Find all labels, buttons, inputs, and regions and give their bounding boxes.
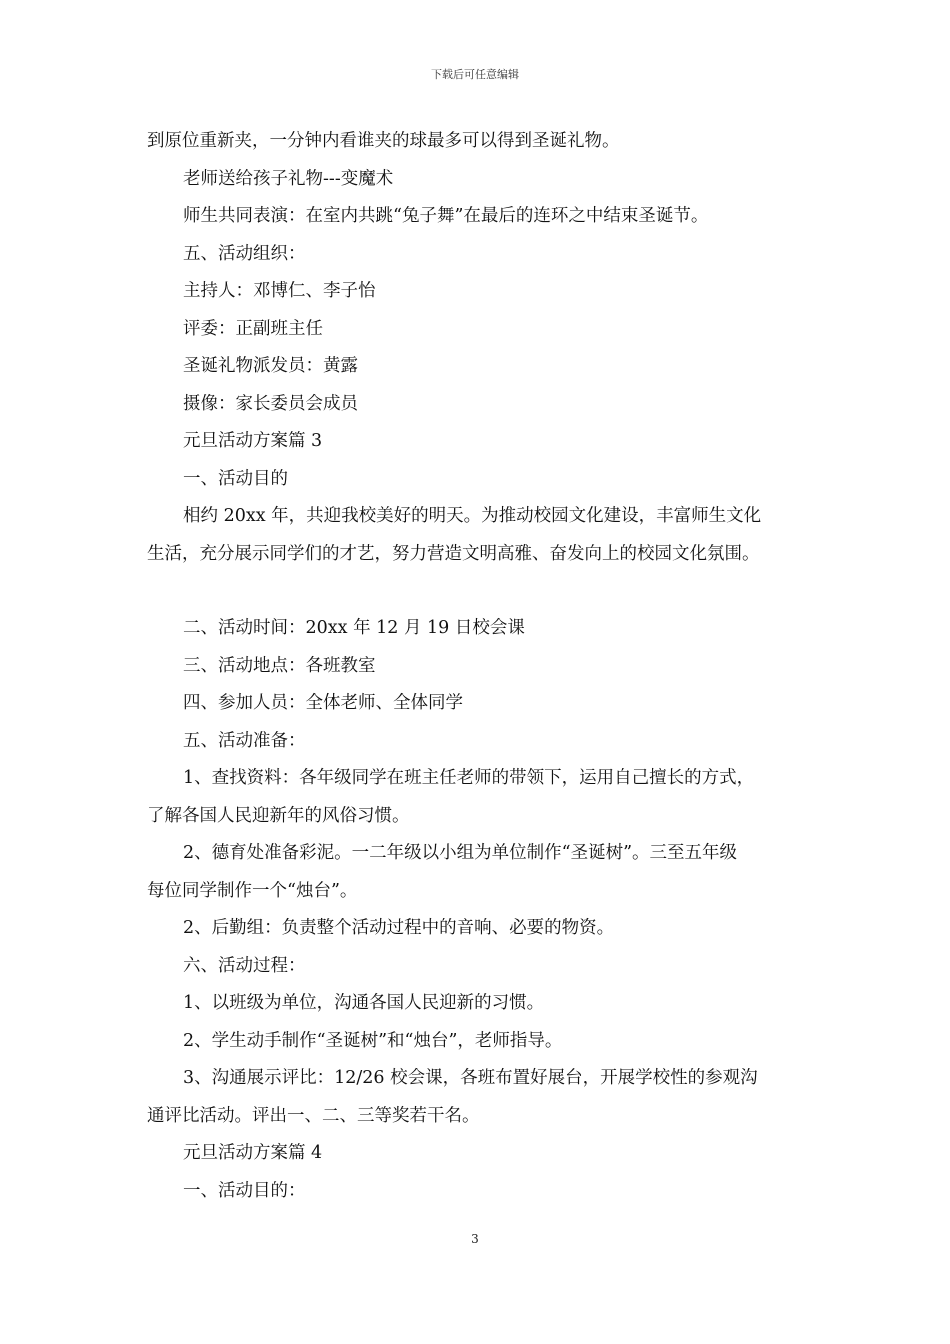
paragraph-line: 相约 20xx 年，共迎我校美好的明天。为推动校园文化建设，丰富师生文化 [183, 506, 762, 526]
paragraph-line: 师生共同表演：在室内共跳“兔子舞”在最后的连环之中结束圣诞节。 [183, 206, 709, 226]
section-heading: 一、活动目的 [183, 468, 288, 489]
section-heading: 六、活动过程： [183, 955, 306, 976]
paragraph-line: 圣诞礼物派发员：黄露 [183, 356, 358, 376]
chapter-title: 元旦活动方案篇 4 [183, 1143, 323, 1163]
paragraph-line: 到原位重新夹，一分钟内看谁夹的球最多可以得到圣诞礼物。 [147, 131, 620, 151]
chapter-title: 元旦活动方案篇 3 [183, 431, 323, 451]
paragraph-line: 2、后勤组：负责整个活动过程中的音响、必要的物资。 [183, 918, 615, 938]
paragraph-line: 通评比活动。评出一、二、三等奖若干名。 [147, 1105, 480, 1126]
paragraph-line: 生活，充分展示同学们的才艺，努力营造文明高雅、奋发向上的校园文化氛围。 [147, 543, 760, 564]
page-header: 下载后可任意编辑 [431, 68, 519, 81]
paragraph-line: 2、德育处准备彩泥。一二年级以小组为单位制作“圣诞树”。三至五年级 [183, 843, 738, 863]
page-number: 3 [471, 1232, 479, 1246]
paragraph-line: 3、沟通展示评比：12/26 校会课，各班布置好展台，开展学校性的参观沟 [183, 1068, 758, 1088]
paragraph-line: 1、查找资料：各年级同学在班主任老师的带领下，运用自己擅长的方式， [183, 768, 755, 788]
section-heading: 二、活动时间：20xx 年 12 月 19 日校会课 [183, 618, 525, 638]
blank-line [147, 573, 812, 610]
section-heading: 三、活动地点：各班教室 [183, 655, 376, 676]
section-heading: 五、活动准备： [183, 730, 306, 751]
section-heading: 五、活动组织： [183, 243, 306, 264]
paragraph-line: 每位同学制作一个“烛台”。 [147, 880, 358, 901]
document-body [147, 123, 812, 1210]
paragraph-line: 主持人：邓博仁、李子怡 [183, 281, 376, 301]
paragraph-line: 老师送给孩子礼物---变魔术 [183, 168, 394, 189]
paragraph-line: 了解各国人民迎新年的风俗习惯。 [147, 805, 410, 826]
paragraph-line: 1、以班级为单位，沟通各国人民迎新的习惯。 [183, 993, 545, 1013]
paragraph-line: 评委：正副班主任 [183, 318, 323, 339]
section-heading: 四、参加人员：全体老师、全体同学 [183, 693, 463, 713]
paragraph-line: 2、学生动手制作“圣诞树”和“烛台”，老师指导。 [183, 1030, 563, 1051]
section-heading: 一、活动目的： [183, 1180, 306, 1201]
paragraph-line: 摄像：家长委员会成员 [183, 393, 358, 414]
